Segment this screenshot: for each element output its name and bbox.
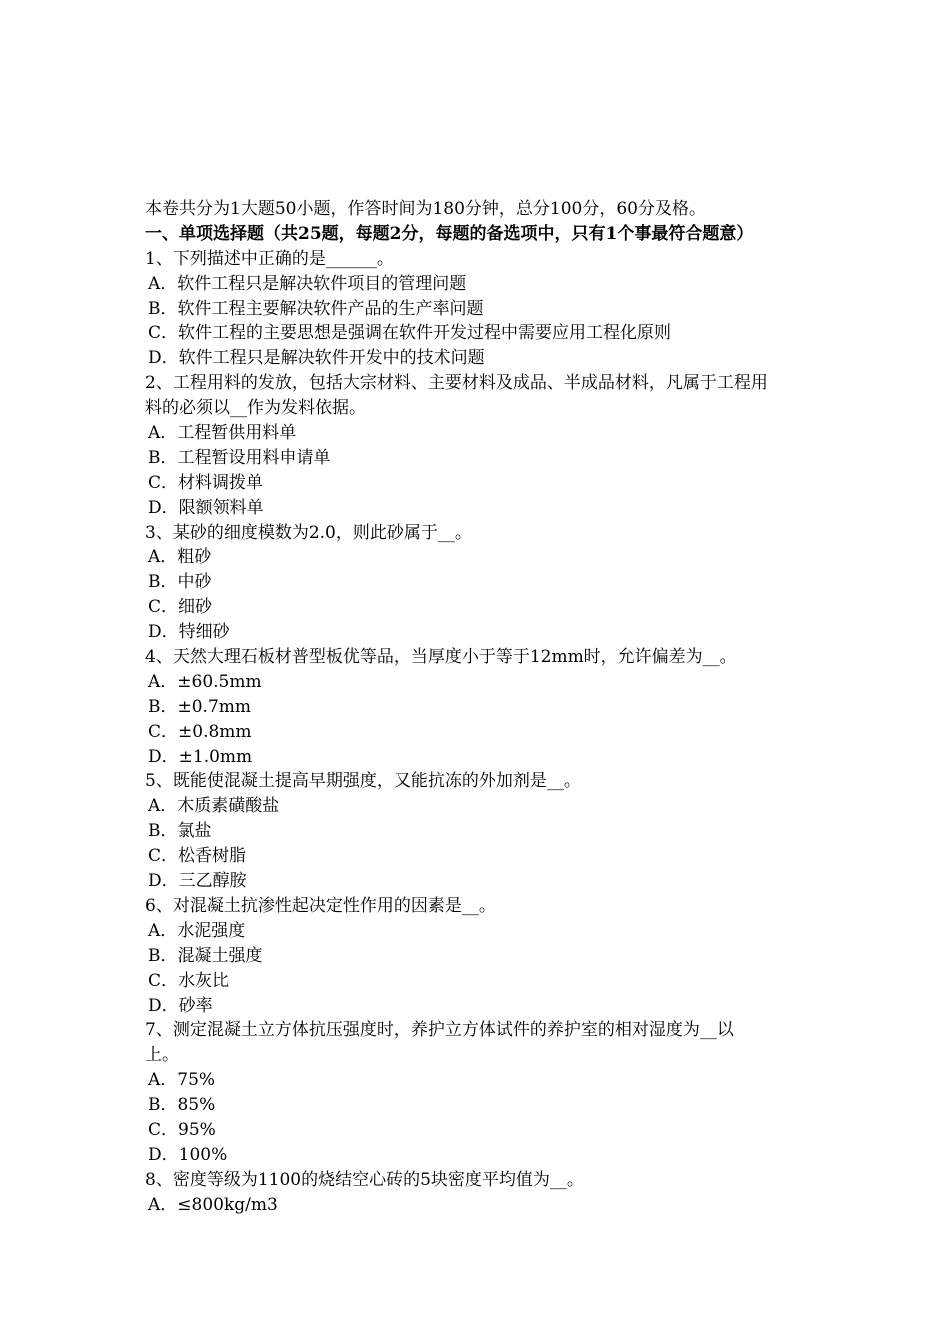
option-a: A．水泥强度: [148, 920, 246, 941]
question-stem: 8、密度等级为1100的烧结空心砖的5块密度平均值为__。: [145, 1169, 584, 1190]
option-c: C．细砂: [148, 597, 213, 618]
option-b: B．软件工程主要解决软件产品的生产率问题: [148, 298, 484, 319]
question-stem-line-1: 2、工程用料的发放，包括大宗材料、主要材料及成品、半成品材料，凡属于工程用: [145, 373, 768, 394]
option-c: C．水灰比: [148, 970, 230, 991]
question-6: [145, 894, 810, 1018]
option-a: A．≤800kg/m3: [148, 1194, 278, 1215]
option-b: B．混凝土强度: [148, 945, 263, 966]
option-d: D．±1.0mm: [148, 746, 253, 767]
question-stem-line-2: 料的必须以__作为发料依据。: [145, 398, 366, 419]
option-d: D．限额领料单: [148, 497, 264, 518]
question-stem-line-2: 上。: [145, 1045, 179, 1066]
option-c: C．95%: [148, 1119, 216, 1140]
option-c: C．松香树脂: [148, 846, 247, 867]
document-page: [145, 197, 810, 1218]
question-stem: 3、某砂的细度模数为2.0，则此砂属于__。: [145, 522, 472, 543]
option-a: A．75%: [148, 1070, 216, 1091]
option-a: A．工程暂供用料单: [148, 423, 297, 444]
section-heading: 一、单项选择题（共25题，每题2分，每题的备选项中，只有1个事最符合题意）: [145, 223, 754, 244]
option-b: B．±0.7mm: [148, 696, 252, 717]
question-stem: 1、下列描述中正确的是______。: [145, 248, 394, 269]
option-d: D．特细砂: [148, 622, 230, 643]
option-a: A．软件工程只是解决软件项目的管理问题: [148, 273, 467, 294]
option-d: D．软件工程只是解决软件开发中的技术问题: [148, 348, 485, 369]
option-b: B．85%: [148, 1095, 216, 1116]
option-c: C．±0.8mm: [148, 721, 252, 742]
option-b: B．中砂: [148, 572, 212, 593]
question-stem: 4、天然大理石板材普型板优等品，当厚度小于等于12mm时，允许偏差为__。: [145, 647, 737, 668]
question-1: [145, 247, 810, 371]
question-7: [145, 1018, 810, 1167]
question-2: [145, 371, 810, 520]
question-stem: 5、既能使混凝土提高早期强度，又能抗冻的外加剂是__。: [145, 771, 581, 792]
exam-intro: 本卷共分为1大题50小题，作答时间为180分钟，总分100分，60分及格。: [145, 199, 706, 219]
question-stem-line-1: 7、测定混凝土立方体抗压强度时，养护立方体试件的养护室的相对湿度为__以: [145, 1020, 734, 1041]
option-d: D．三乙醇胺: [148, 871, 247, 892]
question-3: [145, 521, 810, 645]
question-8: [145, 1168, 810, 1218]
option-c: C．材料调拨单: [148, 472, 264, 493]
option-a: A．木质素磺酸盐: [148, 796, 280, 817]
option-c: C．软件工程的主要思想是强调在软件开发过程中需要应用工程化原则: [148, 323, 672, 344]
question-4: [145, 645, 810, 769]
option-a: A．±60.5mm: [148, 671, 262, 692]
option-a: A．粗砂: [148, 547, 212, 568]
question-stem: 6、对混凝土抗渗性起决定性作用的因素是__。: [145, 895, 496, 916]
option-d: D．砂率: [148, 995, 213, 1016]
option-d: D．100%: [148, 1144, 228, 1165]
question-5: [145, 769, 810, 893]
option-b: B．氯盐: [148, 821, 212, 842]
option-b: B．工程暂设用料申请单: [148, 447, 331, 468]
